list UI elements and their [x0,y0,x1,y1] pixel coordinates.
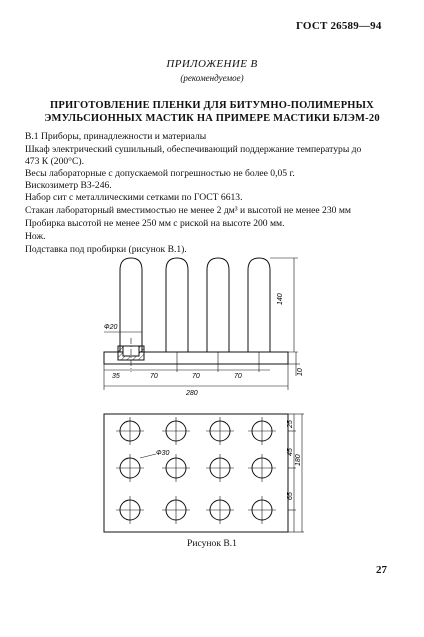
body-text-line: Нож. [25,231,46,242]
dim-edge: 35 [112,373,120,380]
section-heading-line-2: ЭМУЛЬСИОННЫХ МАСТИК НА ПРИМЕРЕ МАСТИКИ БЛЭМ-20 [44,113,380,124]
dim-total-width: 280 [186,390,198,397]
plan-view [104,414,304,532]
body-text-line: Набор сит с металлическими сетками по ГОСТ 6613. [25,192,243,203]
dim-top-margin: 25 [287,420,294,428]
test-tube [207,258,229,352]
hole-grid [116,417,276,524]
section-heading-line-1: ПРИГОТОВЛЕНИЕ ПЛЕНКИ ДЛЯ БИТУМНО-ПОЛИМЕРНЫХ [50,100,374,111]
dim-spacing: 70 [192,373,200,380]
dim-tube-diameter: Ф20 [104,324,118,331]
dim-tube-height: 140 [277,293,284,305]
body-text-line: Вискозиметр ВЗ-246. [25,180,112,191]
body-text-line: Пробирка высотой не менее 250 мм с риской на высоте 200 мм. [25,218,285,229]
dim-row-spacing: 45 [287,448,294,456]
test-tube [120,258,142,352]
subsection-heading: В.1 Приборы, принадлежности и материалы [25,131,207,142]
appendix-title: ПРИЛОЖЕНИЕ В [166,58,258,70]
dim-total-height: 180 [295,454,302,466]
dim-bottom-spacing: 65 [287,492,294,500]
test-tube [248,258,270,352]
dim-hole-diameter: Ф30 [156,450,170,457]
appendix-subtitle: (рекомендуемое) [180,73,244,83]
body-text-line: Весы лабораторные с допускаемой погрешностью не более 0,05 г. [25,168,295,179]
test-tube [166,258,188,352]
page-number: 27 [376,564,387,576]
dim-spacing: 70 [150,373,158,380]
gost-header: ГОСТ 26589—94 [296,20,382,32]
body-text-line: Подставка под пробирки (рисунок В.1). [25,244,187,255]
stand-plan [104,414,288,532]
dim-spacing: 70 [234,373,242,380]
dim-base-height: 10 [297,368,304,376]
body-text-line: Стакан лабораторный вместимостью не менее 2 дм³ и высотой не менее 230 мм [25,205,351,216]
body-text-line: 473 К (200°С). [25,156,85,167]
body-text-line: Шкаф электрический сушильный, обеспечивающий поддержание температуры до [25,144,362,155]
figure-caption: Рисунок В.1 [187,538,237,549]
side-view [104,258,300,390]
